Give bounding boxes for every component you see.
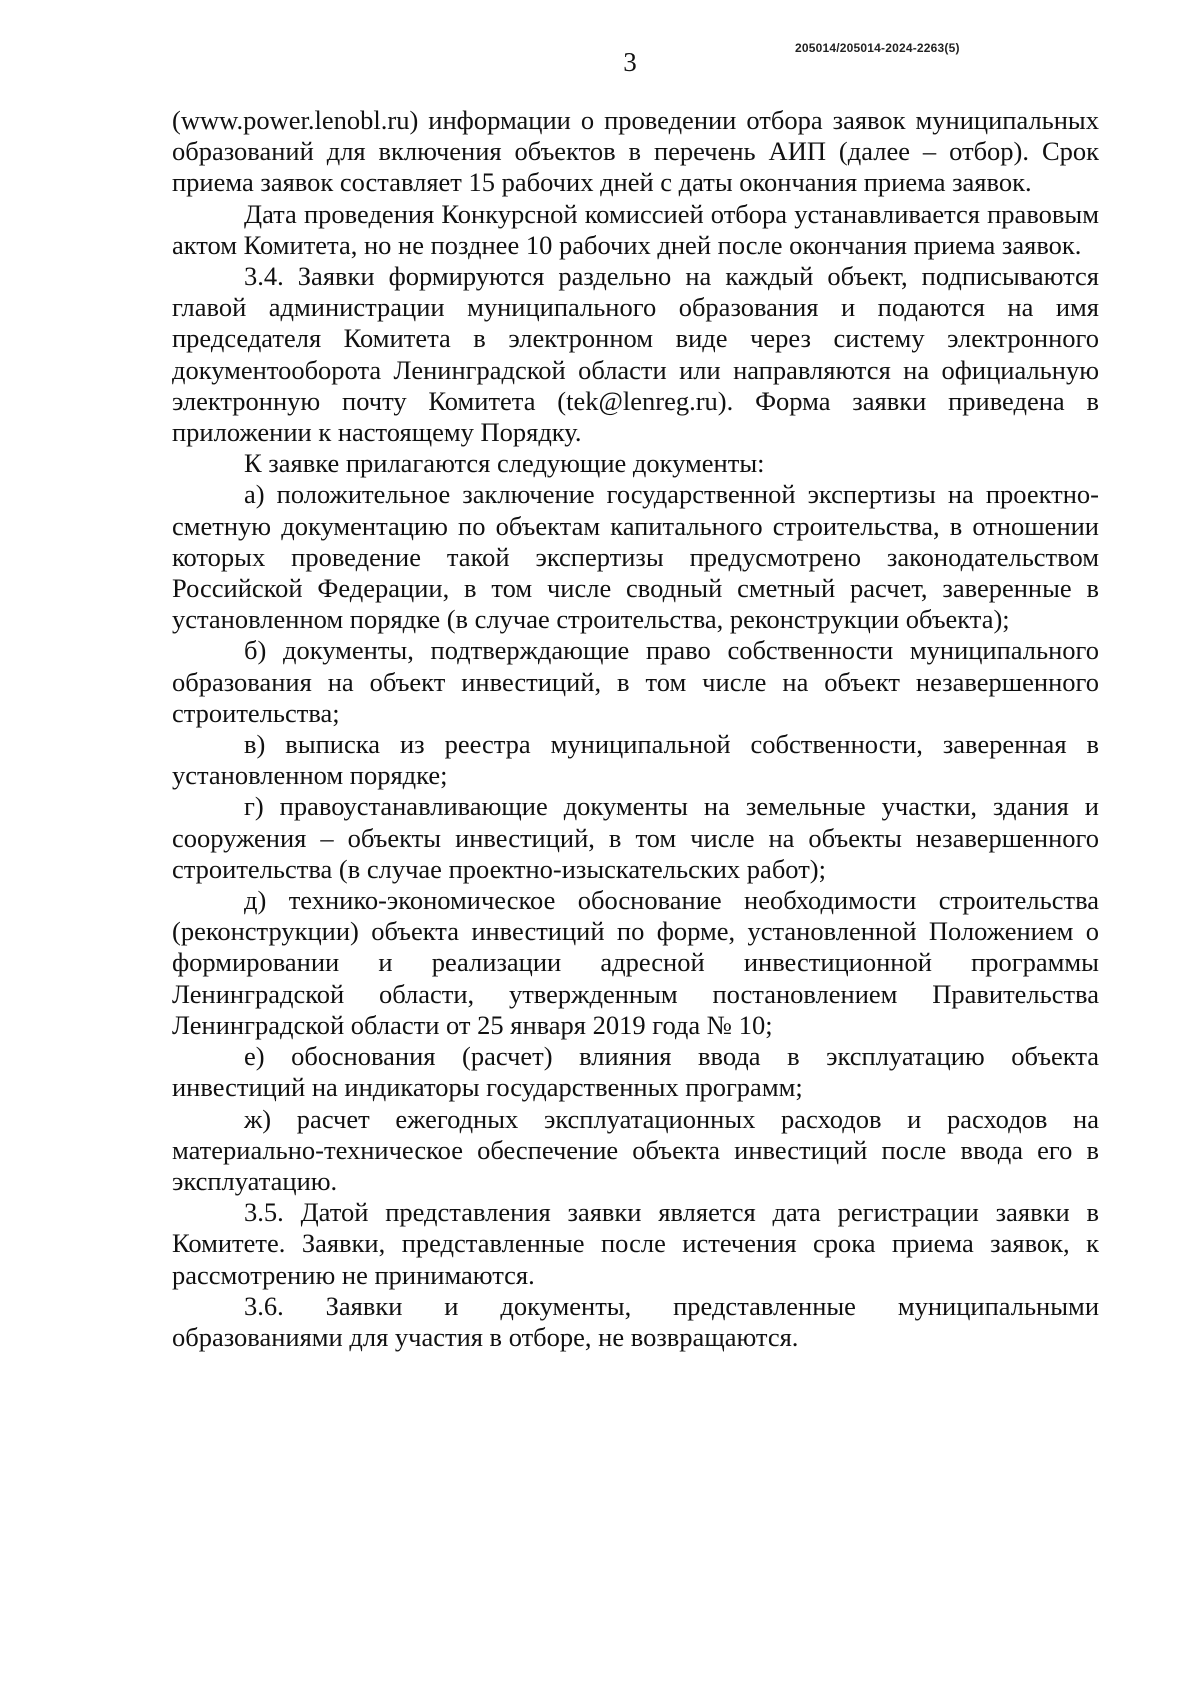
list-item-e: е) обоснования (расчет) влияния ввода в эксплуатацию объекта инвестиций на индикаторы государственных программ; (172, 1041, 1099, 1103)
list-item-a: а) положительное заключение государственной экспертизы на проектно-сметную документацию по объектам капитального строительства, в отношении которых проведение такой экспертизы предусмотрено законодательством Российской Федерации, в том числе сводный сметный расчет, заверенные в установленном порядке (в случае строительства, реконструкции объекта); (172, 479, 1099, 635)
paragraph-notice-continuation: (www.power.lenobl.ru) информации о проведении отбора заявок муниципальных образований для включения объектов в перечень АИП (далее – отбор). Срок приема заявок составляет 15 рабочих дней с даты окончания приема заявок. (172, 105, 1099, 198)
document-body (172, 105, 1099, 1353)
list-item-b: б) документы, подтверждающие право собственности муниципального образования на объект инвестиций, в том числе на объект незавершенного строительства; (172, 635, 1099, 728)
page-number: 3 (623, 47, 637, 77)
paragraph-selection-date: Дата проведения Конкурсной комиссией отбора устанавливается правовым актом Комитета, но не позднее 10 рабочих дней после окончания приема заявок. (172, 198, 1099, 260)
list-item-v: в) выписка из реестра муниципальной собственности, заверенная в установленном порядке; (172, 729, 1099, 791)
paragraph-attachments-intro: К заявке прилагаются следующие документы: (244, 448, 765, 479)
list-item-g: г) правоустанавливающие документы на земельные участки, здания и сооружения – объекты инвестиций, в том числе на объекты незавершенного строительства (в случае проектно-изыскательских работ); (172, 791, 1099, 884)
list-item-zh: ж) расчет ежегодных эксплуатационных расходов и расходов на материально-техническое обеспечение объекта инвестиций после ввода его в эксплуатацию. (172, 1103, 1099, 1196)
list-item-d: д) технико-экономическое обоснование необходимости строительства (реконструкции) объекта инвестиций по форме, установленной Положением о формировании и реализации адресной инвестиционной программы Ленинградской области, утвержденным постановлением Правительства Ленинградской области от 25 января 2019 года № 10; (172, 885, 1099, 1040)
paragraph-3-6: 3.6. Заявки и документы, представленные муниципальными образованиями для участия в отборе, не возвращаются. (172, 1290, 1099, 1352)
document-id: 205014/205014-2024-2263(5) (795, 41, 960, 55)
paragraph-3-4: 3.4. Заявки формируются раздельно на каждый объект, подписываются главой администрации муниципального образования и подаются на имя председателя Комитета в электронном виде через систему электронного документооборота Ленинградской области или направляются на официальную электронную почту Комитета (tek@lenreg.ru). Форма заявки приведена в приложении к настоящему Порядку. (172, 261, 1099, 448)
paragraph-3-5: 3.5. Датой представления заявки является дата регистрации заявки в Комитете. Заявки, представленные после истечения срока приема заявок, к рассмотрению не принимаются. (172, 1197, 1099, 1290)
